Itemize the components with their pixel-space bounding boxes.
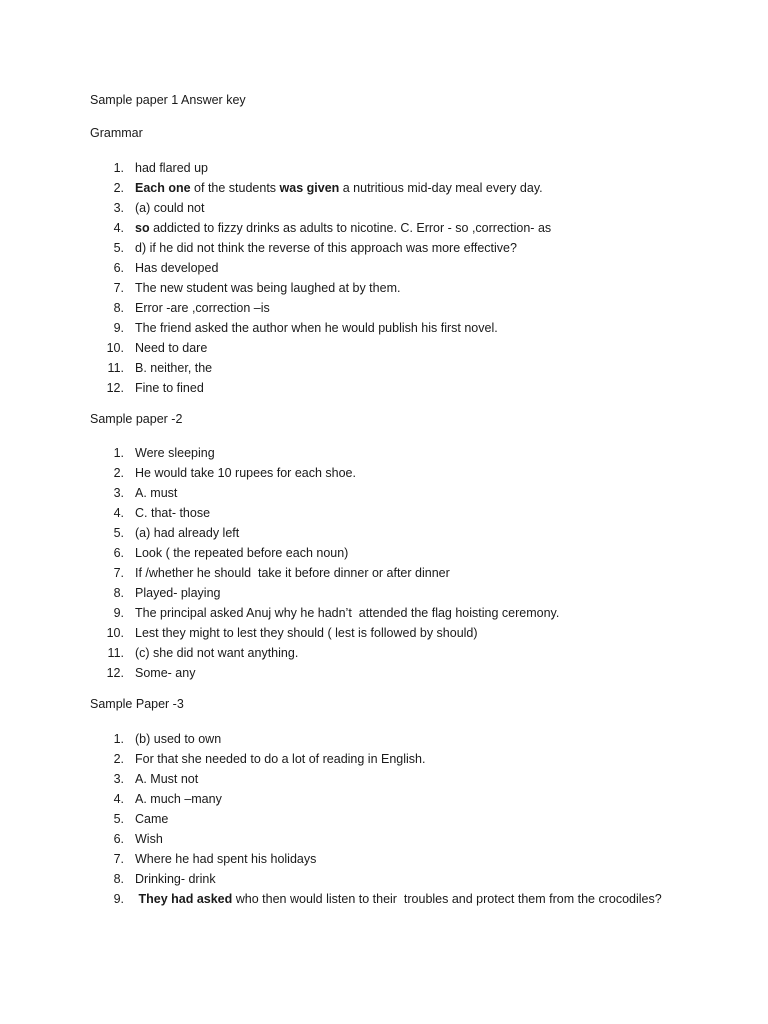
answer-text (135, 338, 207, 358)
answer-number: 4. (113, 792, 124, 806)
answer-number: 2. (113, 466, 124, 480)
answer-text-run: d) if he did not think the reverse of this approach was more effective? (135, 241, 517, 255)
answer-number: 4. (113, 506, 124, 520)
answer-text-bold: They had asked (138, 892, 233, 906)
answer-number: 8. (113, 301, 124, 315)
answer-text (135, 158, 208, 178)
answer-number: 7. (113, 281, 124, 295)
answer-text-run: If /whether he should take it before dinner or after dinner (135, 566, 450, 580)
answer-text (135, 358, 212, 378)
answer-number: 7. (113, 852, 124, 866)
answer-text (135, 238, 517, 258)
answer-text (135, 729, 221, 749)
answer-text (135, 869, 216, 889)
answer-number: 3. (113, 486, 124, 500)
answer-text (135, 483, 177, 503)
answer-number: 6. (113, 546, 124, 560)
section-heading-paper-3: Sample Paper -3 (90, 697, 184, 711)
answer-text-bold: was given (279, 181, 340, 195)
answer-text (135, 563, 450, 583)
answer-text (135, 623, 478, 643)
answer-text (135, 663, 195, 683)
answer-text-run: The friend asked the author when he would publish his first novel. (135, 321, 498, 335)
answer-text-run: (a) had already left (135, 526, 240, 540)
answer-text (135, 543, 348, 563)
answer-text-run: Fine to fined (135, 381, 204, 395)
answer-text-run: The principal asked Anuj why he hadn’t attended the flag hoisting ceremony. (135, 606, 560, 620)
answer-text (135, 258, 218, 278)
answer-text-bold: so (135, 221, 150, 235)
answer-text (135, 443, 215, 463)
answer-text-run: of the students (190, 181, 280, 195)
answer-number: 8. (113, 872, 124, 886)
answer-number: 8. (113, 586, 124, 600)
answer-text-run: who then would listen to their troubles and protect them from the crocodiles? (232, 892, 662, 906)
answer-number: 5. (113, 241, 124, 255)
answer-text (135, 583, 220, 603)
answer-text-run: C. that- those (135, 506, 211, 520)
answer-text (135, 198, 204, 218)
answer-text-run: A. must (135, 486, 178, 500)
answer-text-run: Has developed (135, 261, 219, 275)
answer-number: 11. (107, 646, 124, 660)
answer-text (135, 503, 210, 523)
answer-number: 11. (107, 361, 124, 375)
answer-text-run: Need to dare (135, 341, 208, 355)
answer-text (135, 298, 270, 318)
answer-text-run: B. neither, the (135, 361, 213, 375)
answer-text (135, 523, 239, 543)
answer-text-run: addicted to fizzy drinks as adults to nicotine. C. Error - so ,correction- as (149, 221, 552, 235)
answer-text-run: Were sleeping (135, 446, 215, 460)
answer-number: 1. (113, 732, 124, 746)
document-title: Sample paper 1 Answer key (90, 93, 246, 107)
answer-text-run: (b) used to own (135, 732, 222, 746)
answer-number: 3. (113, 201, 124, 215)
answer-text-run: Played- playing (135, 586, 221, 600)
answer-number: 10. (106, 341, 124, 355)
answer-text-run: Drinking- drink (135, 872, 216, 886)
answer-text-run: Where he had spent his holidays (135, 852, 317, 866)
answer-text (135, 278, 400, 298)
answer-text (135, 218, 551, 238)
answer-text (135, 889, 662, 909)
answer-text (135, 809, 168, 829)
section-heading-paper-2: Sample paper -2 (90, 412, 183, 426)
answer-text (135, 829, 163, 849)
answer-number: 12. (106, 381, 124, 395)
answer-text-run: For that she needed to do a lot of reading in English. (135, 752, 426, 766)
answer-number: 2. (113, 181, 124, 195)
answer-number: 5. (113, 526, 124, 540)
answer-text-bold: Each one (135, 181, 191, 195)
answer-number: 10. (106, 626, 124, 640)
answer-text-run: Some- any (135, 666, 196, 680)
answer-text-run: The new student was being laughed at by them. (135, 281, 401, 295)
answer-number: 1. (113, 161, 124, 175)
answer-text-run: Error -are ,correction –is (135, 301, 270, 315)
answer-text-run: Came (135, 812, 169, 826)
section-heading-grammar: Grammar (90, 126, 143, 140)
answer-number: 1. (113, 446, 124, 460)
answer-number: 9. (113, 892, 124, 906)
answer-text-run: A. much –many (135, 792, 222, 806)
answer-text (135, 789, 222, 809)
answer-number: 3. (113, 772, 124, 786)
answer-number: 6. (113, 261, 124, 275)
answer-text-run: Look ( the repeated before each noun) (135, 546, 349, 560)
answer-number: 9. (113, 606, 124, 620)
answer-number: 6. (113, 832, 124, 846)
answer-text (135, 643, 298, 663)
answer-text (135, 178, 543, 198)
answer-text (135, 849, 316, 869)
answer-number: 2. (113, 752, 124, 766)
answer-text-run: had flared up (135, 161, 208, 175)
answer-text-run: (a) could not (135, 201, 205, 215)
answer-text (135, 318, 498, 338)
answer-text (135, 769, 198, 789)
answer-number: 7. (113, 566, 124, 580)
answer-text (135, 378, 204, 398)
answer-number: 12. (106, 666, 124, 680)
answer-text (135, 603, 559, 623)
answer-number: 4. (113, 221, 124, 235)
answer-number: 5. (113, 812, 124, 826)
answer-text-run: (c) she did not want anything. (135, 646, 299, 660)
answer-text (135, 463, 356, 483)
answer-text-run: Wish (135, 832, 163, 846)
answer-number: 9. (113, 321, 124, 335)
answer-text-run: Lest they might to lest they should ( lest is followed by should) (135, 626, 478, 640)
answer-text (135, 749, 425, 769)
answer-text-run: a nutritious mid-day meal every day. (339, 181, 543, 195)
answer-text-run: A. Must not (135, 772, 199, 786)
answer-text-run: He would take 10 rupees for each shoe. (135, 466, 356, 480)
